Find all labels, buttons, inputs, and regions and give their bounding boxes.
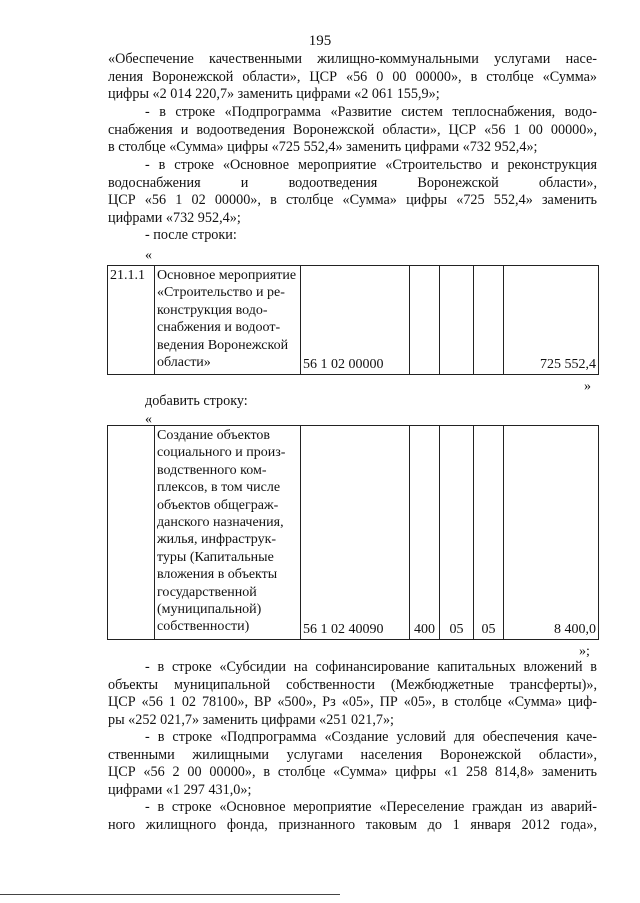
cell-line: социального и произ- bbox=[157, 445, 286, 461]
cell-line: Создание объектов bbox=[157, 428, 271, 443]
cell-line: области» bbox=[157, 355, 211, 371]
text-line: ления Воронежской области», ЦСР «56 0 00 00000», в столбце «Сумма» bbox=[108, 68, 597, 85]
text-line: цифры «2 014 220,7» заменить цифрами «2 061 155,9»; bbox=[108, 86, 440, 102]
quote-open: « bbox=[145, 248, 152, 263]
row-rz bbox=[440, 266, 474, 375]
row-code: 21.1.1 bbox=[108, 266, 155, 375]
row-csr: 56 1 02 00000 bbox=[301, 266, 410, 375]
row-name bbox=[155, 426, 301, 640]
text-line: ЦСР «56 2 00 00000», в столбце «Сумма» цифры «1 258 814,8» заменить bbox=[108, 764, 597, 780]
row-sum: 8 400,0 bbox=[504, 426, 599, 640]
cell-line: государственной bbox=[157, 584, 257, 600]
paragraph-subprogram-housing bbox=[108, 729, 597, 799]
text-line: - в строке «Подпрограмма «Создание условий для обеспечения каче- bbox=[145, 729, 597, 745]
add-row-label: добавить строку: bbox=[145, 393, 248, 409]
text-line: цифрами «1 297 431,0»; bbox=[108, 781, 252, 798]
quote-close: » bbox=[584, 379, 591, 394]
cell-line: вложения в объекты bbox=[157, 567, 278, 583]
row-csr: 56 1 02 40090 bbox=[301, 426, 410, 640]
paragraph-subsidies bbox=[108, 659, 597, 729]
table-row bbox=[108, 426, 599, 640]
text-line: - в строке «Подпрограмма «Развитие систем теплоснабжения, водо- bbox=[145, 104, 597, 120]
cell-line: конструкция водо- bbox=[157, 302, 268, 318]
quote-open: « bbox=[145, 412, 152, 427]
row-sum: 725 552,4 bbox=[504, 266, 599, 375]
text-line: ЦСР «56 1 02 00000», в столбце «Сумма» цифры «725 552,4» заменить bbox=[108, 192, 597, 208]
paragraph-subprogram-heat bbox=[108, 104, 597, 157]
text-line: - в строке «Основное мероприятие «Строительство и реконструкция bbox=[145, 157, 597, 173]
text-line: в столбце «Сумма» цифры «725 552,4» заменить цифрами «732 952,4»; bbox=[108, 139, 538, 155]
table-existing-row bbox=[107, 265, 599, 375]
row-name bbox=[155, 266, 301, 375]
paragraph-main-activity bbox=[108, 157, 597, 227]
row-vr bbox=[410, 266, 440, 375]
paragraph-resettlement bbox=[108, 799, 597, 834]
cell-line: данского назначения, bbox=[157, 515, 284, 531]
after-row-label: - после строки: bbox=[145, 227, 237, 243]
text-line: «Обеспечение качественными жилищно-коммунальными услугами насе- bbox=[108, 51, 597, 67]
text-line: цифрами «732 952,4»; bbox=[108, 209, 241, 226]
cell-line: ведения Воронежской bbox=[157, 337, 289, 353]
cell-line: (муниципальной) bbox=[157, 602, 262, 618]
text-line: снабжения и водоотведения Воронежской области», ЦСР «56 1 00 00000», bbox=[108, 121, 597, 138]
page-number: 195 bbox=[308, 33, 332, 49]
text-line: - в строке «Основное мероприятие «Переселение граждан из аварий- bbox=[145, 799, 597, 815]
row-rz: 05 bbox=[440, 426, 474, 640]
cell-line: собственности) bbox=[157, 619, 250, 635]
row-vr: 400 bbox=[410, 426, 440, 640]
table-new-row bbox=[107, 425, 599, 640]
cell-line: жилья, инфраструк- bbox=[157, 532, 277, 548]
text-line: ЦСР «56 1 02 78100», ВР «500», Рз «05», ПР «05», в столбце «Сумма» циф- bbox=[108, 694, 597, 710]
quote-close: »; bbox=[579, 644, 590, 659]
cell-line: плексов, в том числе bbox=[157, 480, 281, 496]
cell-line: водственного ком- bbox=[157, 462, 267, 478]
row-pr: 05 bbox=[474, 426, 504, 640]
cell-line: «Строительство и ре- bbox=[157, 285, 285, 301]
text-line: объекты муниципальной собственности (Межбюджетные трансферты)», bbox=[108, 676, 597, 693]
row-code bbox=[108, 426, 155, 640]
text-line: ры «252 021,7» заменить цифрами «251 021,7»; bbox=[108, 711, 395, 728]
text-line: ственными жилищными услугами населения Воронежской области», bbox=[108, 746, 597, 763]
text-line: ного жилищного фонда, признанного таковым до 1 января 2012 года», bbox=[108, 816, 597, 833]
cell-line: объектов общеграж- bbox=[157, 497, 279, 513]
row-pr bbox=[474, 266, 504, 375]
text-line: - в строке «Субсидии на софинансирование капитальных вложений в bbox=[145, 659, 597, 675]
cell-line: снабжения и водоот- bbox=[157, 320, 281, 336]
cell-line: Основное мероприятие bbox=[157, 268, 297, 283]
text-line: водоснабжения и водоотведения Воронежской области», bbox=[108, 174, 597, 191]
paragraph-program bbox=[108, 51, 597, 104]
table-row bbox=[108, 266, 599, 375]
cell-line: туры (Капитальные bbox=[157, 549, 274, 565]
footer-divider bbox=[0, 894, 340, 895]
